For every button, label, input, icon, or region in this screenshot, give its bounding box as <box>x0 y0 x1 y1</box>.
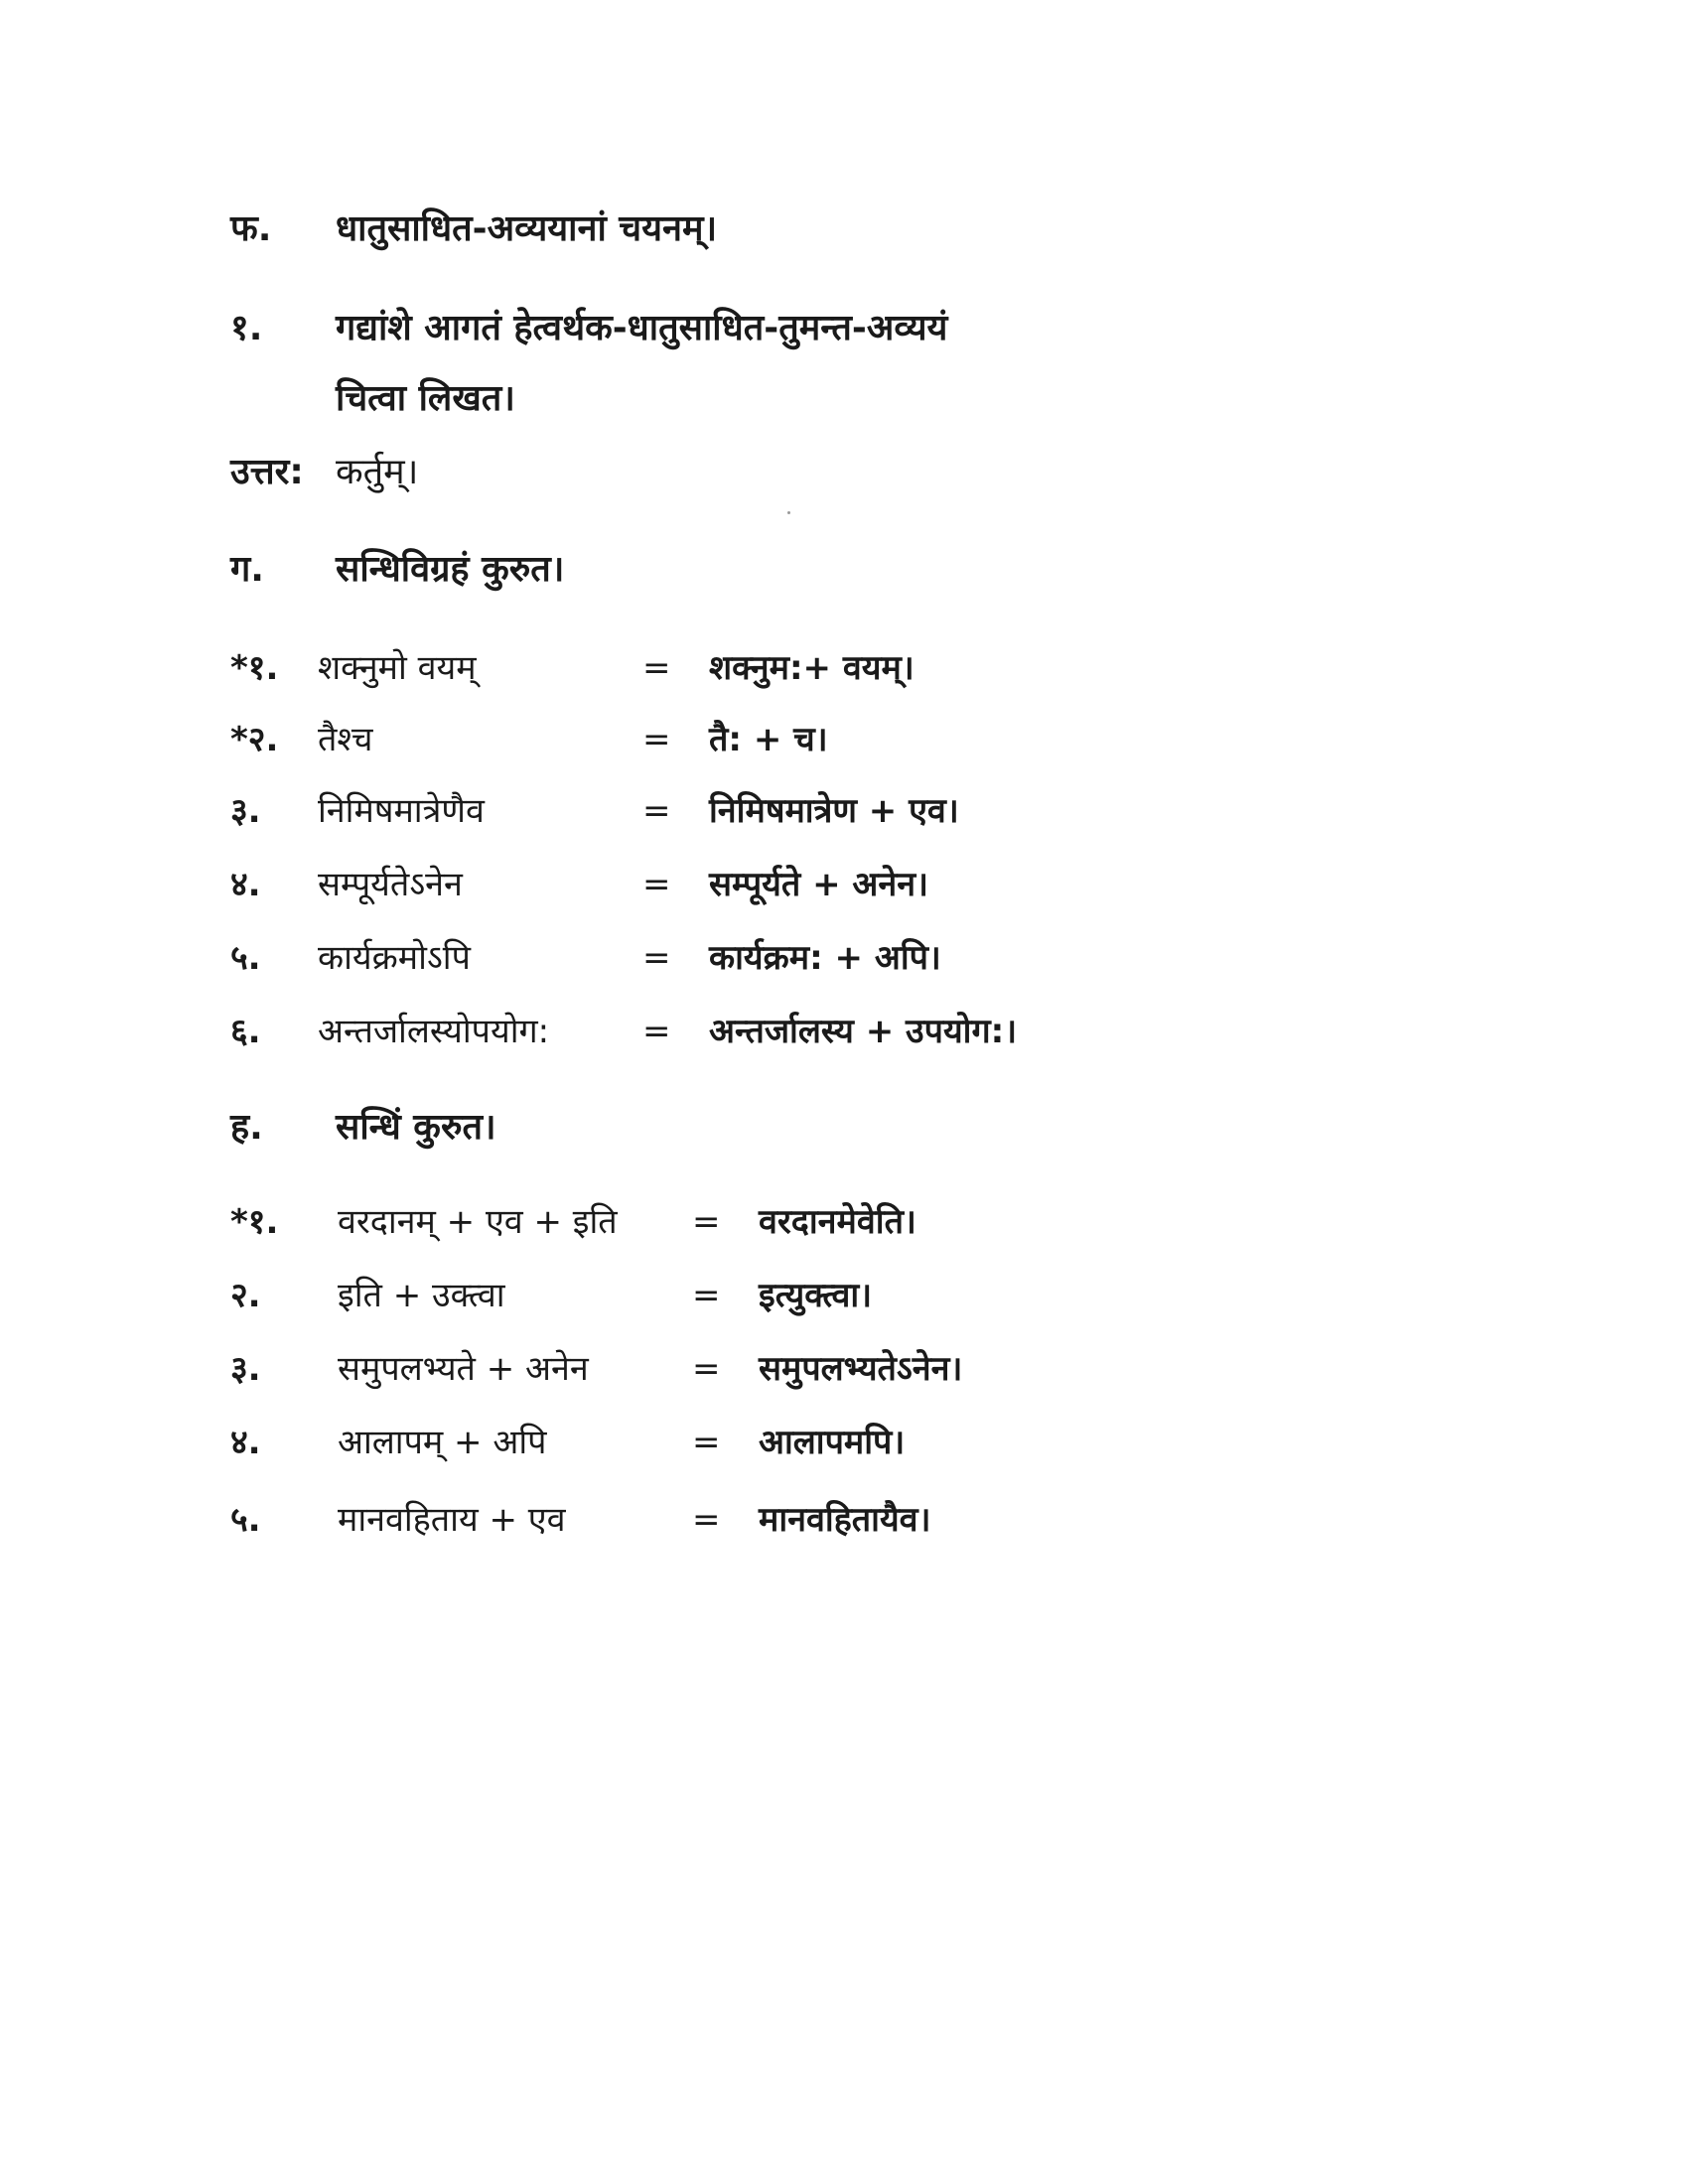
equals-sign: = <box>642 791 671 831</box>
item-right: इत्युक्त्वा। <box>759 1276 873 1315</box>
answer-text: कर्तुम्। <box>336 452 419 492</box>
item-left: शक्नुमो वयम् <box>318 648 477 688</box>
item-right: आलापमपि। <box>759 1423 906 1462</box>
section-h-title: सन्धिं कुरुत। <box>336 1107 496 1148</box>
section-g-label: ग. <box>230 549 264 590</box>
item-left: इति + उक्त्वा <box>338 1276 505 1315</box>
section-f-q1-text-line1: गद्यांशे आगतं हेत्वर्थक-धातुसाधित-तुमन्त-अव्ययं <box>336 308 948 348</box>
item-number: २. <box>230 1276 261 1315</box>
equals-sign: = <box>692 1349 721 1389</box>
item-right: कार्यक्रम: + अपि। <box>709 938 941 978</box>
item-right: समुपलभ्यतेऽनेन। <box>759 1349 963 1389</box>
item-right: तै: + च। <box>709 720 828 759</box>
item-left: सम्पूर्यतेऽनेन <box>318 865 463 904</box>
equals-sign: = <box>692 1276 721 1315</box>
equals-sign: = <box>692 1423 721 1462</box>
item-right: मानवहितायैव। <box>759 1500 931 1540</box>
section-f-label: फ. <box>230 208 272 249</box>
equals-sign: = <box>642 1012 671 1051</box>
equals-sign: = <box>642 648 671 688</box>
equals-sign: = <box>692 1202 721 1242</box>
item-number: ५. <box>230 1500 261 1540</box>
item-left: वरदानम् + एव + इति <box>338 1202 618 1242</box>
item-left: आलापम् + अपि <box>338 1423 547 1462</box>
item-right: निमिषमात्रेण + एव। <box>709 791 959 831</box>
item-right: सम्पूर्यते + अनेन। <box>709 865 929 904</box>
speck <box>787 511 790 514</box>
item-number: ४. <box>230 865 261 904</box>
section-h-label: ह. <box>230 1107 263 1148</box>
item-number: ६. <box>230 1012 261 1051</box>
item-left: तैश्च <box>318 720 373 759</box>
section-f-q1-text-line2: चित्वा लिखत। <box>336 378 515 419</box>
item-left: अन्तर्जालस्योपयोग: <box>318 1012 550 1051</box>
item-right: वरदानमेवेति। <box>759 1202 916 1242</box>
item-number: *२. <box>230 720 279 759</box>
item-left: निमिषमात्रेणैव <box>318 791 485 831</box>
item-number: ३. <box>230 791 261 831</box>
item-number: ५. <box>230 938 261 978</box>
equals-sign: = <box>642 865 671 904</box>
equals-sign: = <box>692 1500 721 1540</box>
item-right: शक्नुम:+ वयम्। <box>709 648 914 688</box>
item-left: कार्यक्रमोऽपि <box>318 938 471 978</box>
item-right: अन्तर्जालस्य + उपयोग:। <box>709 1012 1018 1051</box>
item-number: *१. <box>230 648 279 688</box>
answer-label: उत्तर: <box>230 452 304 492</box>
section-f-q1-number: १. <box>230 308 263 348</box>
section-g-title: सन्धिविग्रहं कुरुत। <box>336 549 565 590</box>
equals-sign: = <box>642 720 671 759</box>
item-left: मानवहिताय + एव <box>338 1500 566 1540</box>
item-number: ४. <box>230 1423 261 1462</box>
section-f-title: धातुसाधित-अव्ययानां चयनम्। <box>336 208 718 249</box>
item-number: *१. <box>230 1202 279 1242</box>
item-left: समुपलभ्यते + अनेन <box>338 1349 589 1389</box>
equals-sign: = <box>642 938 671 978</box>
item-number: ३. <box>230 1349 261 1389</box>
